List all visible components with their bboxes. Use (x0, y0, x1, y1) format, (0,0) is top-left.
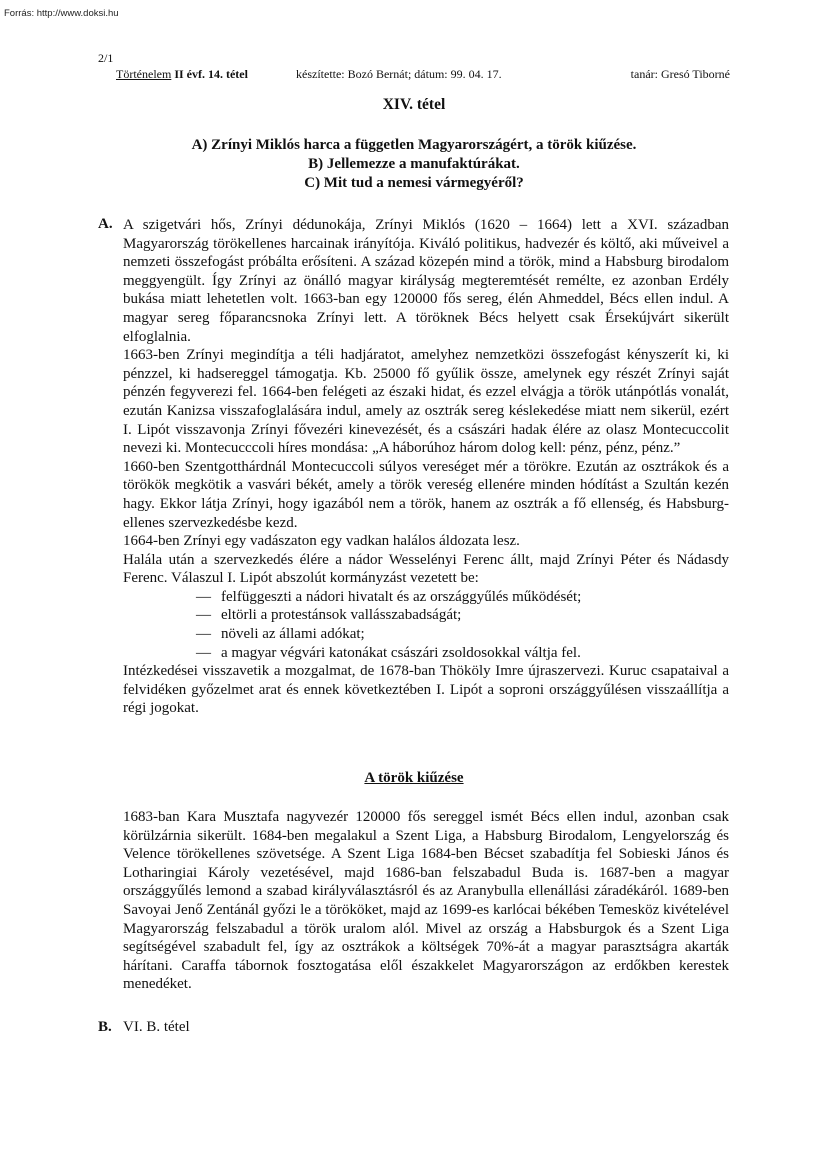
turkish-section-title: A török kiűzése (364, 770, 464, 786)
paragraph: 1664-ben Zrínyi egy vadászaton egy vadkan halálos áldozata lesz. (123, 533, 520, 550)
section-a-marker: A. (98, 216, 113, 232)
question-a: A) Zrínyi Miklós harca a független Magyarországért, a török kiűzése. (191, 137, 637, 153)
section-b-text: VI. B. tétel (123, 1019, 190, 1035)
page-title: XIV. tétel (382, 96, 446, 113)
list-item: — növeli az állami adókat; (196, 626, 365, 643)
source-url: Forrás: http://www.doksi.hu (4, 8, 119, 19)
paragraph: Halála után a szervezkedés élére a nádor Wesselényi Ferenc állt, majd Zrínyi Péter és Nádasdy Ferenc. Válaszul I. Lipót abszolút kormányzást vezetett be: (123, 551, 729, 587)
list-item: — felfüggeszti a nádori hivatalt és az országgyűlés működését; (196, 588, 582, 605)
header-author: készítette: Bozó Bernát; dátum: 99. 04. 17. (296, 67, 502, 81)
paragraph: A szigetvári hős, Zrínyi dédunokája, Zrínyi Miklós (1620 – 1664) lett a XVI. században Magyarország törökellenes harcainak irányítója. Kiváló politikus, hadvezér és költő, aki műveivel a nemzeti összefogást próbálta erősíteni. A század közepén mind a török, mind a Habsburg birodalom meggyengült. Így Zrínyi az önálló magyar királyság megteremtését remélte, ez azonban Erdély bukása miatt lehetetlen volt. 1663-ban egy 120000 fős sereg, élén Ahmeddel, Bécs ellen indul. A magyar sereg főparancsnoka Zrínyi lett. A töröknek Bécs helyett csak Érsekújvárt sikerült elfoglalnia. (123, 217, 729, 345)
dash-bullet: — (196, 644, 211, 661)
paragraph: Intézkedései visszavetik a mozgalmat, de 1678-ban Thököly Imre újraszervezi. Kuruc csapataival a felvidéken győzelmet arat és ennek következtében I. Lipót a soproni országgyűlésen visszaállítja a régi jogokat. (123, 663, 729, 717)
question-b: B) Jellemezze a manufaktúrákat. (308, 156, 520, 172)
header-grade: II évf. 14. tétel (174, 67, 248, 81)
page-number: 2/1 (98, 51, 114, 65)
section-b-marker: B. (98, 1019, 112, 1035)
paragraph: 1683-ban Kara Musztafa nagyvezér 120000 fős sereggel ismét Bécs ellen indul, azonban csak körülzárnia sikerült. 1684-ben megalakul a Szent Liga, a Habsburg Birodalom, Lengyelország és Velence törökellenes szövetsége. A Szent Liga 1684-ben Bécset szabadítja fel Sobieski János és Lotharingiai Károly vezetésével, majd 1686-ban felszabadul Buda is. 1687-ben a magyar országgyűlés lemond a szabad királyválasztásról és az Aranybulla ellenállási záradékáról. 1689-ben Savoyai Jenő Zentánál győzi le a törököket, majd az 1699-es karlócai békében Temesköz kivételével Magyarország felszabadul a török uralom alól. Mivel az ország a Habsburgok és a Szent Liga segítségével szabadult fel, így az osztrákok a költségek 70%-át a magyar parasztságra akarták hárítani. Caraffa tábornok fosztogatása elől északkelet Magyarországon az erdőkben kerestek menedéket. (123, 809, 729, 993)
paragraph: 1660-ben Szentgotthárdnál Montecuccoli súlyos vereséget mér a törökre. Ezután az osztrákok és a törökök megkötik a vasvári békét, amely a török vereség ellenére minden hódítást a Szultán kezén hagy. Ekkor látja Zrínyi, hogy igazából nem a török, hanem az osztrák a fő ellenség, és Habsburg-ellenes szervezkedésbe kezd. (123, 458, 729, 531)
header-teacher: tanár: Gresó Tiborné (630, 67, 730, 81)
dash-bullet: — (196, 626, 211, 643)
dash-bullet: — (196, 588, 211, 605)
section-a-body (123, 216, 729, 718)
dash-bullet: — (196, 607, 211, 624)
list-item: — eltörli a protestánsok vallásszabadságát; (196, 607, 462, 624)
turkish-section-body (123, 808, 729, 994)
document-header (116, 67, 730, 82)
measures-list (123, 588, 729, 662)
question-list (98, 136, 730, 193)
list-item: — a magyar végvári katonákat császári zsoldosokkal váltja fel. (196, 644, 581, 661)
paragraph: 1663-ben Zrínyi megindítja a téli hadjáratot, amelyhez nemzetközi összefogást kényszerít ki, ki pénzzel, ki hadsereggel támogatja. Kb. 25000 fő gyűlik össze, amelynek egy részét Zrínyi saját pénzén fegyverezi fel. 1664-ben felégeti az északi hidat, és ezzel elvágja a török utánpótlás vonalát, ezután Kanizsa visszafoglalására indul, amely az osztrák sereg késlekedése miatt nem sikerül, ezért I. Lipót visszavonja Zrínyi fővezéri kinevezését, és a császári hadak élére az olasz Montecuccolit nevezi ki. Montecucccoli híres mondása: „A háborúhoz három dolog kell: pénz, pénz, pénz.” (123, 347, 729, 457)
header-subject: Történelem (116, 67, 172, 81)
question-c: C) Mit tud a nemesi vármegyéről? (304, 175, 524, 191)
